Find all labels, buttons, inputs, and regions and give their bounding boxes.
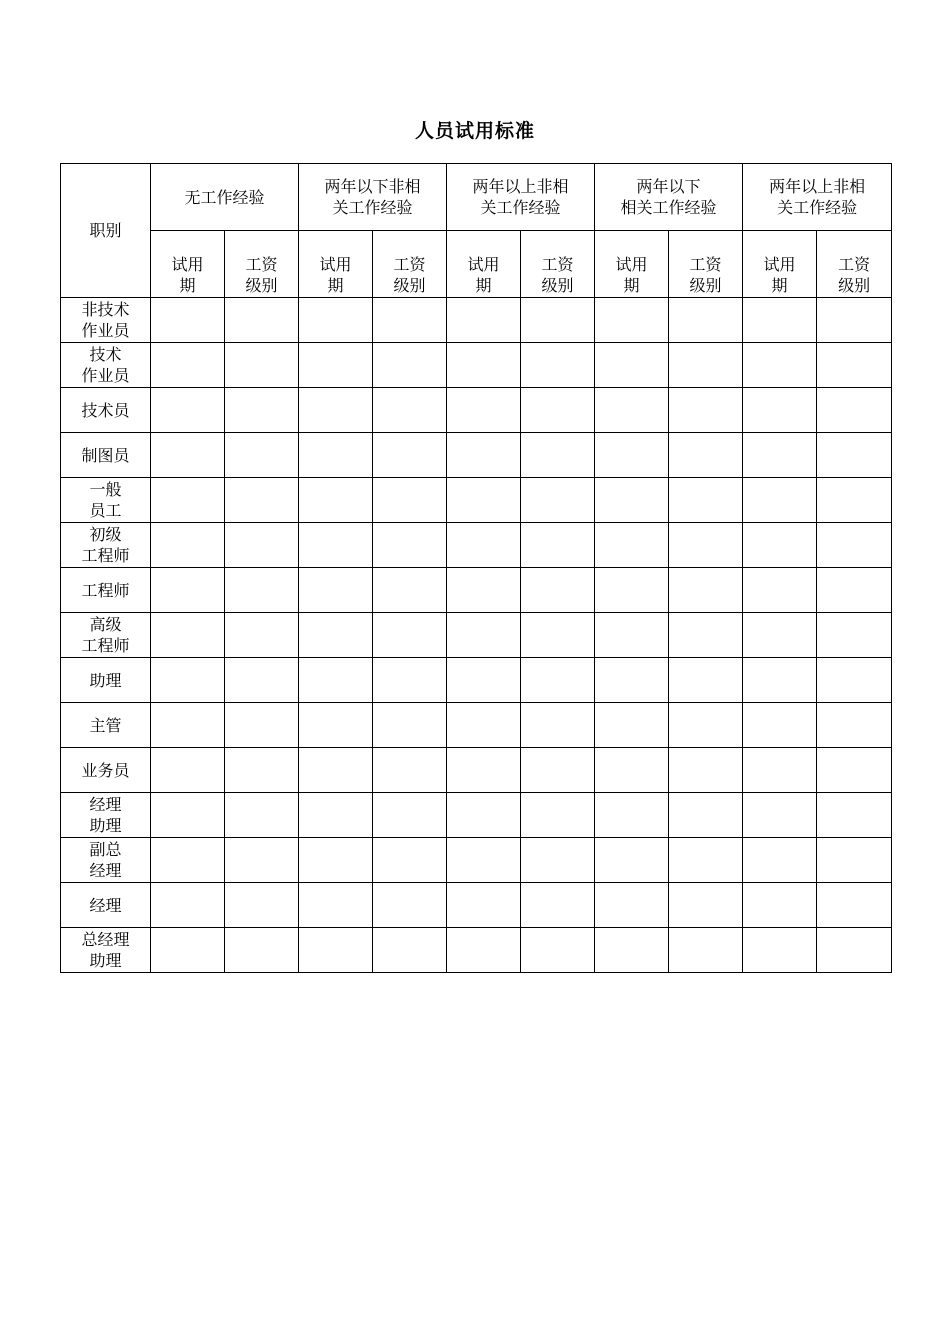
probation-cell [595, 613, 669, 658]
probation-cell [299, 703, 373, 748]
table-row [61, 883, 892, 928]
salary-level-cell [225, 568, 299, 613]
salary-level-cell [817, 613, 892, 658]
probation-cell [595, 388, 669, 433]
salary-level-cell [225, 883, 299, 928]
probation-cell [151, 703, 225, 748]
probation-cell [151, 568, 225, 613]
position-name-cell: 助理 [61, 658, 151, 703]
probation-cell [595, 523, 669, 568]
probation-cell [743, 703, 817, 748]
probation-cell [151, 388, 225, 433]
probation-cell [743, 298, 817, 343]
group-header: 两年以上非相 关工作经验 [743, 164, 892, 231]
salary-level-cell [373, 343, 447, 388]
salary-level-cell [521, 478, 595, 523]
salary-level-cell [817, 658, 892, 703]
position-name-cell: 非技术 作业员 [61, 298, 151, 343]
probation-cell [151, 433, 225, 478]
probation-cell [595, 433, 669, 478]
probation-cell [595, 343, 669, 388]
salary-level-cell [521, 613, 595, 658]
probation-cell [151, 298, 225, 343]
probation-cell [447, 613, 521, 658]
position-header: 职别 [61, 164, 151, 298]
salary-level-header: 工资 级别 [521, 231, 595, 298]
probation-cell [743, 568, 817, 613]
salary-level-cell [817, 838, 892, 883]
probation-cell [743, 343, 817, 388]
salary-level-cell [225, 928, 299, 973]
salary-level-cell [373, 838, 447, 883]
probation-cell [595, 883, 669, 928]
probation-cell [299, 433, 373, 478]
position-name-cell: 高级 工程师 [61, 613, 151, 658]
table-row [61, 388, 892, 433]
probation-header: 试用 期 [595, 231, 669, 298]
salary-level-cell [225, 748, 299, 793]
salary-level-cell [669, 928, 743, 973]
salary-level-cell [373, 928, 447, 973]
group-header: 两年以下 相关工作经验 [595, 164, 743, 231]
salary-level-cell [669, 838, 743, 883]
table-row [61, 523, 892, 568]
position-name-cell: 总经理 助理 [61, 928, 151, 973]
salary-level-cell [521, 568, 595, 613]
table-row [61, 793, 892, 838]
salary-level-cell [373, 748, 447, 793]
salary-level-cell [373, 523, 447, 568]
probation-cell [595, 703, 669, 748]
salary-level-cell [669, 343, 743, 388]
salary-level-cell [521, 838, 595, 883]
probation-cell [743, 658, 817, 703]
salary-level-cell [373, 568, 447, 613]
salary-level-cell [225, 523, 299, 568]
salary-level-cell [225, 703, 299, 748]
table-row [61, 343, 892, 388]
salary-level-cell [669, 568, 743, 613]
position-name-cell: 一般 员工 [61, 478, 151, 523]
salary-level-cell [225, 343, 299, 388]
probation-cell [447, 478, 521, 523]
salary-level-cell [521, 523, 595, 568]
salary-level-cell [817, 568, 892, 613]
table-row [61, 613, 892, 658]
probation-cell [743, 838, 817, 883]
salary-level-cell [817, 748, 892, 793]
salary-level-cell [521, 793, 595, 838]
probation-cell [151, 883, 225, 928]
probation-cell [299, 838, 373, 883]
probation-standard-table [60, 163, 892, 973]
probation-cell [299, 523, 373, 568]
header-row-groups [61, 164, 892, 231]
probation-cell [447, 523, 521, 568]
probation-cell [299, 793, 373, 838]
probation-cell [151, 613, 225, 658]
salary-level-cell [817, 793, 892, 838]
header-row-subheaders [61, 231, 892, 298]
probation-cell [447, 928, 521, 973]
probation-cell [595, 298, 669, 343]
table-row [61, 748, 892, 793]
probation-cell [743, 523, 817, 568]
salary-level-cell [521, 658, 595, 703]
probation-cell [595, 793, 669, 838]
probation-cell [151, 478, 225, 523]
table-row [61, 568, 892, 613]
probation-cell [447, 793, 521, 838]
salary-level-header: 工资 级别 [669, 231, 743, 298]
probation-cell [299, 388, 373, 433]
probation-header: 试用 期 [743, 231, 817, 298]
probation-cell [151, 658, 225, 703]
salary-level-cell [521, 928, 595, 973]
page-title: 人员试用标准 [414, 120, 535, 142]
probation-cell [447, 748, 521, 793]
salary-level-cell [225, 478, 299, 523]
probation-header: 试用 期 [151, 231, 225, 298]
salary-level-cell [669, 748, 743, 793]
table-row [61, 838, 892, 883]
probation-cell [299, 478, 373, 523]
position-name-cell: 主管 [61, 703, 151, 748]
probation-cell [447, 433, 521, 478]
salary-level-header: 工资 级别 [817, 231, 892, 298]
probation-cell [595, 928, 669, 973]
table-row [61, 298, 892, 343]
position-name-cell: 初级 工程师 [61, 523, 151, 568]
position-name-cell: 经理 助理 [61, 793, 151, 838]
probation-cell [299, 883, 373, 928]
probation-cell [447, 343, 521, 388]
salary-level-cell [373, 298, 447, 343]
salary-level-cell [225, 658, 299, 703]
salary-level-cell [669, 433, 743, 478]
probation-cell [595, 658, 669, 703]
table-body [61, 298, 892, 973]
salary-level-cell [521, 703, 595, 748]
salary-level-cell [817, 928, 892, 973]
probation-cell [447, 388, 521, 433]
probation-cell [447, 703, 521, 748]
salary-level-cell [817, 883, 892, 928]
salary-level-cell [817, 343, 892, 388]
probation-cell [299, 298, 373, 343]
probation-cell [447, 883, 521, 928]
salary-level-cell [669, 703, 743, 748]
table-row [61, 928, 892, 973]
salary-level-cell [817, 388, 892, 433]
salary-level-cell [817, 433, 892, 478]
salary-level-cell [521, 343, 595, 388]
salary-level-header: 工资 级别 [373, 231, 447, 298]
salary-level-cell [521, 433, 595, 478]
salary-level-cell [225, 613, 299, 658]
salary-level-cell [225, 838, 299, 883]
probation-cell [595, 748, 669, 793]
probation-cell [151, 793, 225, 838]
salary-level-cell [521, 883, 595, 928]
position-name-cell: 制图员 [61, 433, 151, 478]
probation-cell [151, 748, 225, 793]
probation-cell [151, 838, 225, 883]
salary-level-cell [225, 433, 299, 478]
probation-cell [447, 658, 521, 703]
probation-cell [299, 613, 373, 658]
salary-level-cell [669, 793, 743, 838]
probation-cell [447, 838, 521, 883]
position-name-cell: 工程师 [61, 568, 151, 613]
probation-cell [743, 883, 817, 928]
table-row [61, 433, 892, 478]
salary-level-cell [669, 478, 743, 523]
salary-level-cell [225, 388, 299, 433]
salary-level-cell [373, 478, 447, 523]
salary-level-cell [817, 523, 892, 568]
probation-cell [743, 433, 817, 478]
group-header: 无工作经验 [151, 164, 299, 231]
probation-cell [299, 658, 373, 703]
probation-cell [447, 568, 521, 613]
salary-level-cell [521, 748, 595, 793]
position-name-cell: 经理 [61, 883, 151, 928]
salary-level-cell [669, 388, 743, 433]
table-row [61, 478, 892, 523]
salary-level-cell [669, 523, 743, 568]
group-header: 两年以下非相 关工作经验 [299, 164, 447, 231]
salary-level-cell [817, 298, 892, 343]
probation-cell [743, 613, 817, 658]
probation-cell [743, 388, 817, 433]
salary-level-cell [817, 703, 892, 748]
salary-level-cell [373, 703, 447, 748]
probation-cell [151, 343, 225, 388]
salary-level-cell [669, 883, 743, 928]
salary-level-cell [373, 433, 447, 478]
salary-level-cell [669, 298, 743, 343]
position-name-cell: 副总 经理 [61, 838, 151, 883]
probation-cell [743, 928, 817, 973]
probation-cell [447, 298, 521, 343]
probation-cell [299, 748, 373, 793]
salary-level-header: 工资 级别 [225, 231, 299, 298]
probation-header: 试用 期 [299, 231, 373, 298]
group-header: 两年以上非相 关工作经验 [447, 164, 595, 231]
position-name-cell: 技术 作业员 [61, 343, 151, 388]
probation-cell [595, 838, 669, 883]
salary-level-cell [521, 298, 595, 343]
probation-cell [743, 478, 817, 523]
salary-level-cell [373, 883, 447, 928]
table-row [61, 703, 892, 748]
salary-level-cell [373, 388, 447, 433]
salary-level-cell [817, 478, 892, 523]
table-row [61, 658, 892, 703]
position-name-cell: 业务员 [61, 748, 151, 793]
probation-header: 试用 期 [447, 231, 521, 298]
salary-level-cell [225, 298, 299, 343]
salary-level-cell [373, 793, 447, 838]
probation-cell [743, 748, 817, 793]
probation-cell [299, 928, 373, 973]
salary-level-cell [521, 388, 595, 433]
position-name-cell: 技术员 [61, 388, 151, 433]
probation-cell [151, 928, 225, 973]
salary-level-cell [225, 793, 299, 838]
salary-level-cell [669, 658, 743, 703]
probation-cell [595, 568, 669, 613]
probation-cell [743, 793, 817, 838]
probation-cell [299, 568, 373, 613]
probation-cell [151, 523, 225, 568]
probation-cell [299, 343, 373, 388]
probation-cell [595, 478, 669, 523]
salary-level-cell [669, 613, 743, 658]
salary-level-cell [373, 658, 447, 703]
salary-level-cell [373, 613, 447, 658]
